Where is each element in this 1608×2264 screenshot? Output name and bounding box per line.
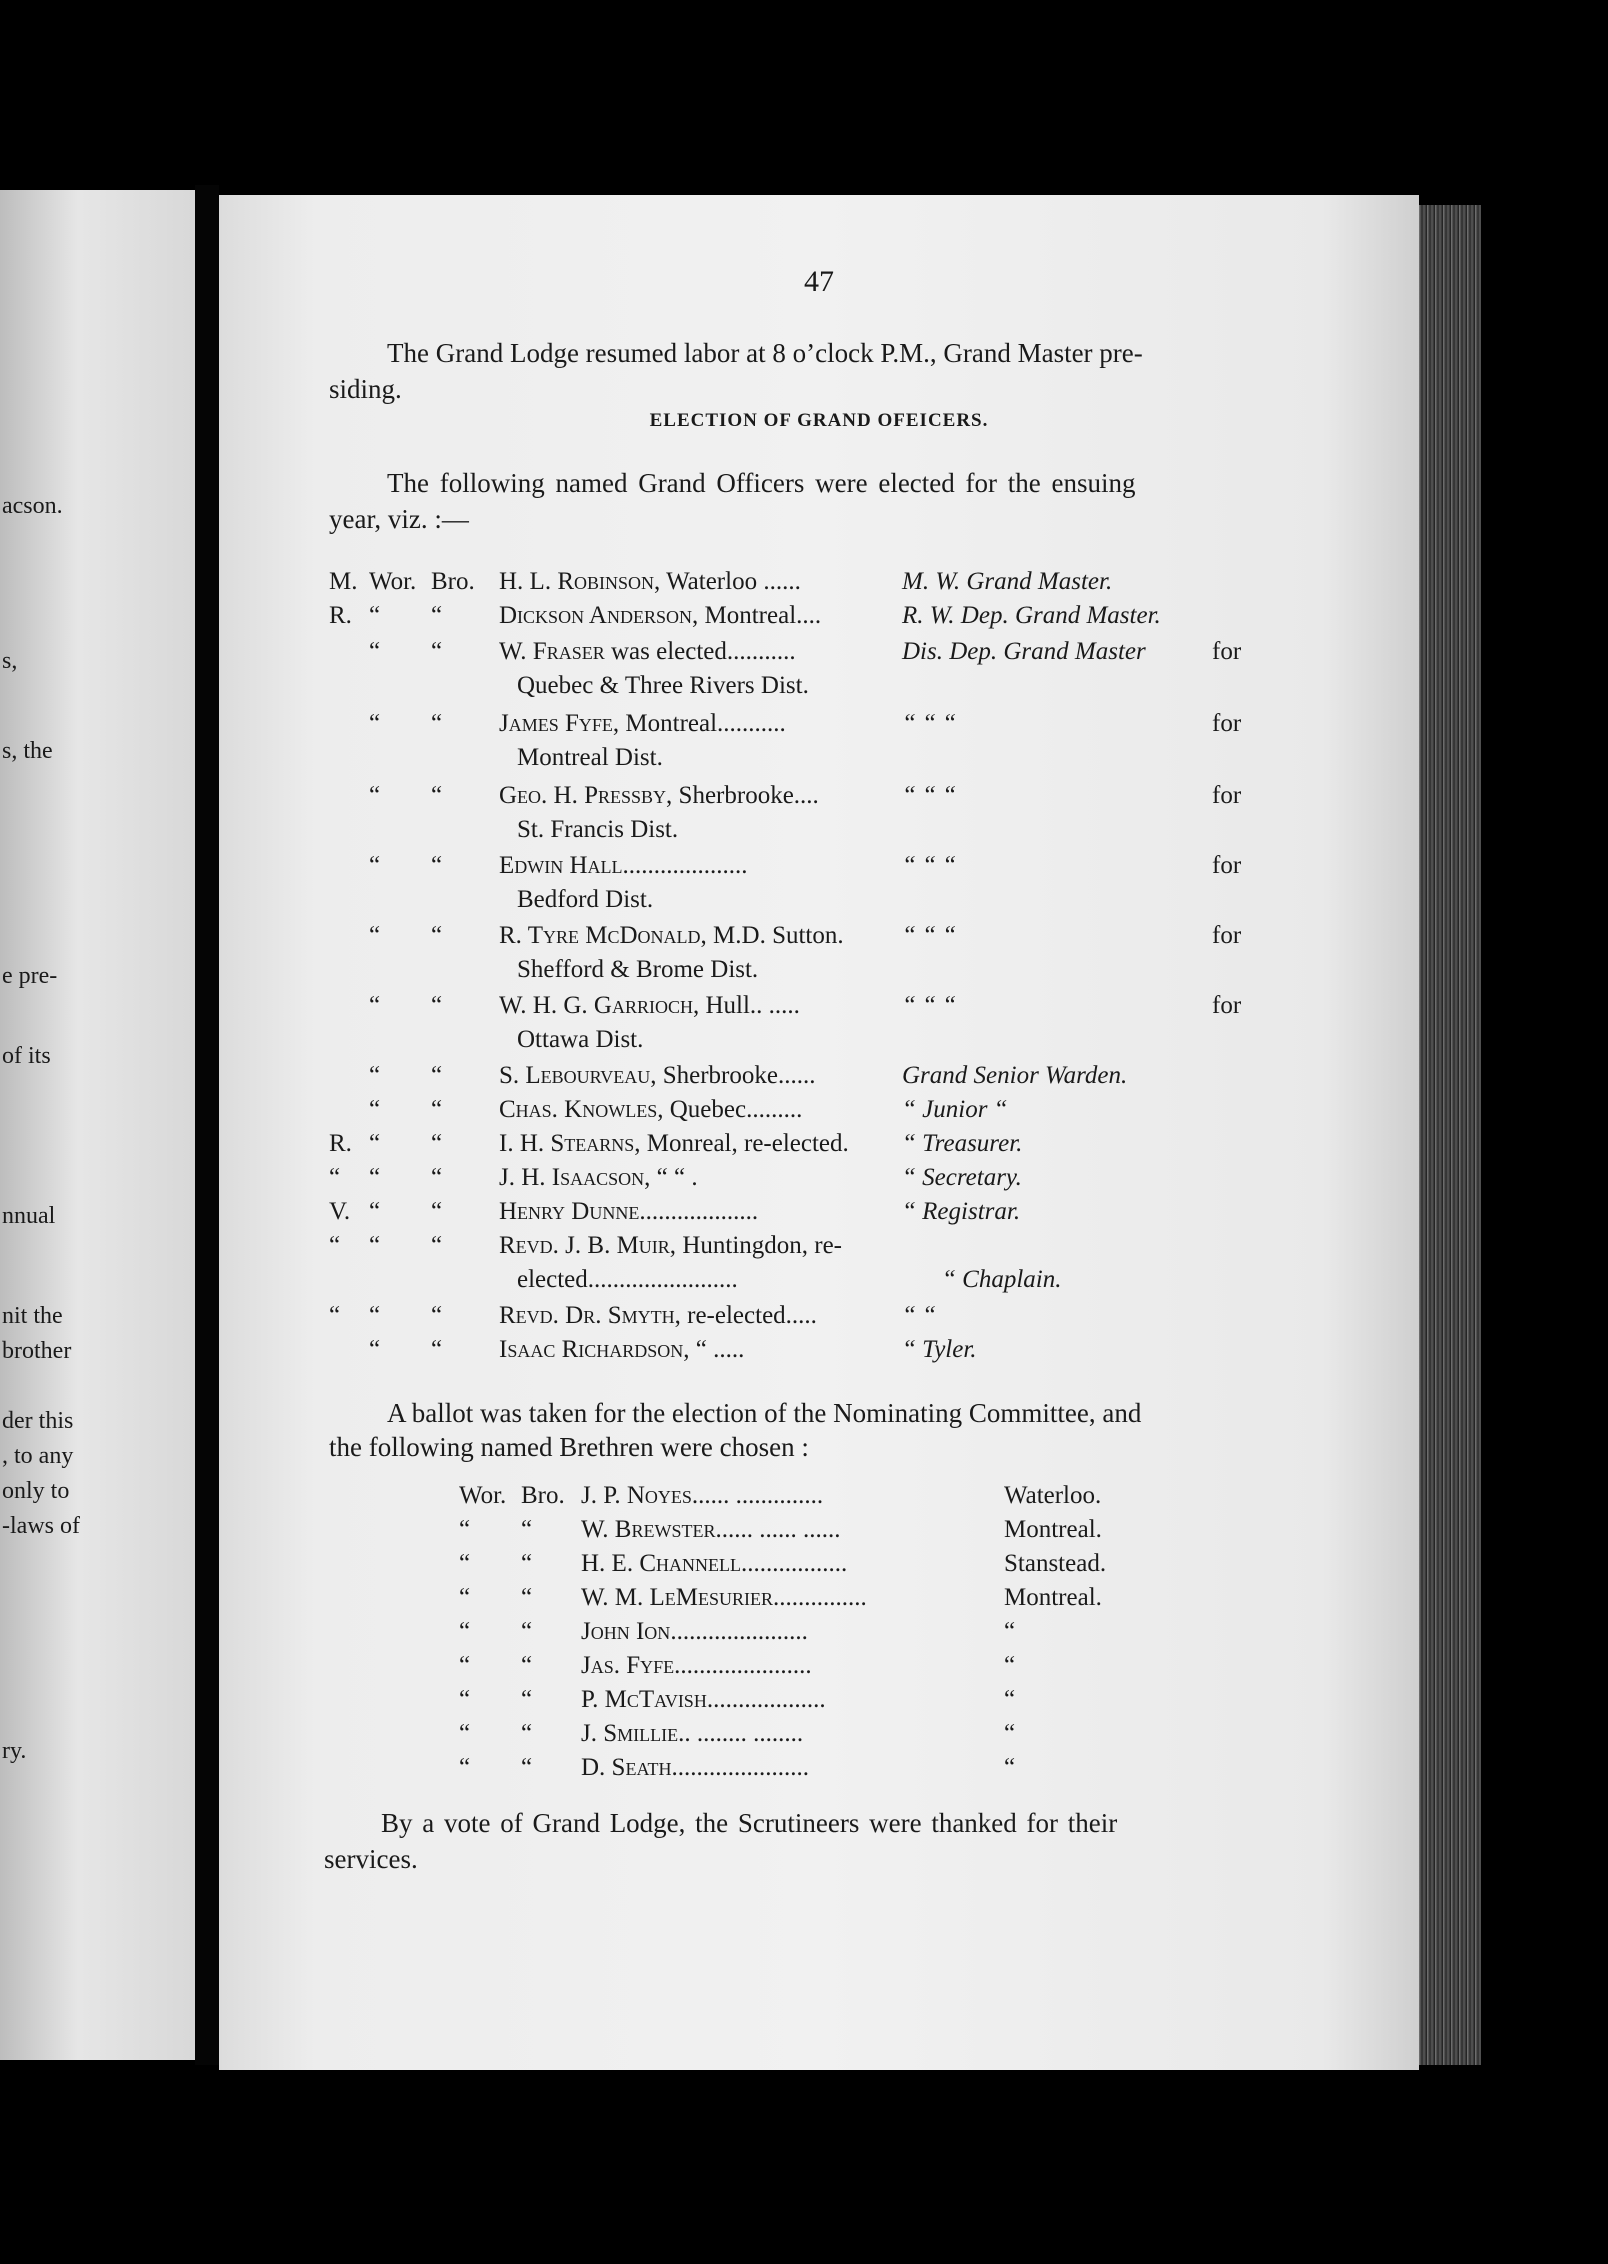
officer-office: M. W. Grand Master. xyxy=(902,568,1113,595)
committee-name: J. Smillie xyxy=(581,1720,679,1747)
officer-office: “ Tyler. xyxy=(902,1336,977,1363)
officer-title-1: “ xyxy=(369,1164,381,1191)
officer-title-2: “ xyxy=(431,1198,443,1225)
committee-title-1: “ xyxy=(459,1618,471,1645)
officer-detail: Sherbrooke...... xyxy=(656,1062,816,1089)
officer-title-1: “ xyxy=(369,992,381,1019)
officer-entry xyxy=(499,1302,817,1330)
officer-title-1: “ xyxy=(369,602,381,629)
left-page-line: s, the xyxy=(2,738,53,764)
committee-name: J. P. Noyes xyxy=(581,1482,692,1509)
officer-entry xyxy=(499,992,800,1020)
closing-line-1: By a vote of Grand Lodge, the Scrutineers were thanked for their xyxy=(381,1808,1118,1838)
committee-title-1: “ xyxy=(459,1652,471,1679)
officer-title-1: “ xyxy=(369,710,381,737)
officer-detail: “ ..... xyxy=(689,1336,745,1363)
officer-title-2: “ xyxy=(431,1130,443,1157)
officer-title-1: “ xyxy=(369,638,381,665)
left-page-line: only to xyxy=(2,1478,70,1504)
officer-name: W. Fraser xyxy=(499,638,605,665)
officer-detail: Hull.. ..... xyxy=(699,992,800,1019)
committee-place: “ xyxy=(1004,1686,1016,1713)
officer-title-1: “ xyxy=(369,1130,381,1157)
book-gutter xyxy=(195,185,219,2065)
left-page-line: acson. xyxy=(2,493,63,519)
officer-title-2: “ xyxy=(431,992,443,1019)
left-page-line: nnual xyxy=(2,1203,56,1229)
committee-name: W. Brewster xyxy=(581,1516,716,1543)
committee-dots: .. ........ ........ xyxy=(678,1720,804,1747)
page-number: 47 xyxy=(804,265,834,298)
officer-suffix: for xyxy=(1212,922,1242,949)
officer-title-1: “ xyxy=(369,1198,381,1225)
officer-entry xyxy=(499,1096,802,1124)
officer-name: J. H. Isaacson, xyxy=(499,1164,651,1191)
committee-title-2: “ xyxy=(521,1516,533,1543)
officer-office: “ “ “ xyxy=(902,992,957,1019)
officer-title-2: Bro. xyxy=(431,568,475,595)
committee-entry xyxy=(581,1550,847,1578)
officer-office: Dis. Dep. Grand Master xyxy=(902,638,1146,665)
officer-entry xyxy=(499,638,796,666)
officer-continuation: Quebec & Three Rivers Dist. xyxy=(517,672,809,699)
officer-title-1: “ xyxy=(369,1096,381,1123)
officer-title-1: “ xyxy=(369,782,381,809)
officer-continuation: elected........................ xyxy=(517,1266,738,1293)
officer-suffix: for xyxy=(1212,992,1242,1019)
committee-title-1: “ xyxy=(459,1686,471,1713)
officer-office: R. W. Dep. Grand Master. xyxy=(902,602,1161,629)
officer-detail: re-elected..... xyxy=(680,1302,817,1329)
officer-title-1: “ xyxy=(369,1336,381,1363)
officer-prefix: R. xyxy=(329,1130,352,1157)
committee-place: “ xyxy=(1004,1618,1016,1645)
committee-name: W. M. LeMesurier xyxy=(581,1584,774,1611)
left-page-line: of its xyxy=(2,1043,51,1069)
officer-office: “ Chaplain. xyxy=(942,1266,1062,1293)
officer-detail: Monreal, re-elected. xyxy=(640,1130,849,1157)
officers-intro-line-1: The following named Grand Officers were elected for the ensuing xyxy=(387,468,1136,498)
officer-prefix: R. xyxy=(329,602,352,629)
officer-detail: Sherbrooke.... xyxy=(672,782,819,809)
committee-name: P. McTavish xyxy=(581,1686,707,1713)
officer-detail: M.D. Sutton. xyxy=(706,922,844,949)
committee-title-1: “ xyxy=(459,1550,471,1577)
officer-title-1: “ xyxy=(369,922,381,949)
committee-title-2: “ xyxy=(521,1720,533,1747)
committee-place: “ xyxy=(1004,1720,1016,1747)
officer-entry xyxy=(499,1336,744,1364)
officer-entry xyxy=(499,568,801,596)
officer-name: Chas. Knowles, xyxy=(499,1096,664,1123)
officer-name: R. Tyre McDonald, xyxy=(499,922,707,949)
closing-line-2: services. xyxy=(324,1844,418,1874)
section-heading: ELECTION OF GRAND OFEICERS. xyxy=(649,410,989,431)
officer-title-2: “ xyxy=(431,1336,443,1363)
officer-name: Revd. J. B. Muir, xyxy=(499,1232,677,1259)
ballot-line-2: the following named Brethren were chosen : xyxy=(329,1432,809,1462)
committee-title-2: “ xyxy=(521,1754,533,1781)
left-page-line: , to any xyxy=(2,1443,74,1469)
committee-dots: ...................... xyxy=(674,1652,812,1679)
committee-entry xyxy=(581,1482,823,1510)
officer-title-2: “ xyxy=(431,922,443,949)
committee-entry xyxy=(581,1720,803,1748)
officer-office: “ “ “ xyxy=(902,922,957,949)
left-page-line: nit the xyxy=(2,1303,63,1329)
committee-title-2: “ xyxy=(521,1652,533,1679)
officer-title-2: “ xyxy=(431,1164,443,1191)
officer-suffix: for xyxy=(1212,638,1242,665)
officer-title-2: “ xyxy=(431,1232,443,1259)
officer-continuation: Shefford & Brome Dist. xyxy=(517,956,759,983)
committee-dots: ...... ...... ...... xyxy=(715,1516,841,1543)
officer-detail: Waterloo ...... xyxy=(660,568,801,595)
officer-name: S. Lebourveau, xyxy=(499,1062,657,1089)
officer-title-2: “ xyxy=(431,1302,443,1329)
committee-title-1: “ xyxy=(459,1720,471,1747)
officer-entry xyxy=(499,852,748,880)
officer-name: James Fyfe, xyxy=(499,710,620,737)
officer-office: “ “ “ xyxy=(902,852,957,879)
officer-title-2: “ xyxy=(431,852,443,879)
officer-title-1: Wor. xyxy=(369,568,417,595)
officer-title-2: “ xyxy=(431,782,443,809)
officer-prefix: “ xyxy=(329,1232,341,1259)
left-page-line: ry. xyxy=(2,1738,27,1764)
committee-title-2: “ xyxy=(521,1686,533,1713)
officer-name: Edwin Hall xyxy=(499,852,623,879)
officer-entry xyxy=(499,1130,849,1158)
committee-place: “ xyxy=(1004,1754,1016,1781)
officer-name: W. H. G. Garrioch, xyxy=(499,992,700,1019)
committee-title-1: Wor. xyxy=(459,1482,507,1509)
officer-detail: “ “ . xyxy=(650,1164,698,1191)
officer-suffix: for xyxy=(1212,782,1242,809)
officer-entry xyxy=(499,1232,842,1260)
committee-entry xyxy=(581,1516,840,1544)
committee-entry xyxy=(581,1584,867,1612)
committee-name: D. Seath xyxy=(581,1754,672,1781)
page-edge-stack xyxy=(1419,205,1481,2065)
committee-title-1: “ xyxy=(459,1584,471,1611)
committee-place: Waterloo. xyxy=(1004,1482,1102,1509)
officer-prefix: M. xyxy=(329,568,358,595)
document-page xyxy=(219,195,1419,2070)
committee-title-2: “ xyxy=(521,1584,533,1611)
officer-office: “ Junior “ xyxy=(902,1096,1008,1123)
officer-office: “ “ “ xyxy=(902,782,957,809)
left-facing-page xyxy=(0,190,195,2060)
officer-office: “ Treasurer. xyxy=(902,1130,1023,1157)
officer-office: “ “ “ xyxy=(902,710,957,737)
officer-name: Geo. H. Pressby, xyxy=(499,782,673,809)
officer-office: “ Secretary. xyxy=(902,1164,1022,1191)
officer-entry xyxy=(499,1062,815,1090)
officer-suffix: for xyxy=(1212,710,1242,737)
officer-continuation: Ottawa Dist. xyxy=(517,1026,644,1053)
officer-name: Dickson Anderson, xyxy=(499,602,699,629)
officer-detail: Huntingdon, re- xyxy=(676,1232,843,1259)
intro-line-1: The Grand Lodge resumed labor at 8 o’clock P.M., Grand Master pre- xyxy=(387,338,1143,368)
officer-name: H. L. Robinson, xyxy=(499,568,661,595)
ballot-line-1: A ballot was taken for the election of the Nominating Committee, and xyxy=(387,1398,1142,1428)
officer-office: Grand Senior Warden. xyxy=(902,1062,1128,1089)
officer-entry xyxy=(499,1198,758,1226)
left-page-line: der this xyxy=(2,1408,74,1434)
committee-place: Montreal. xyxy=(1004,1516,1102,1543)
officer-title-2: “ xyxy=(431,638,443,665)
officer-detail: Quebec......... xyxy=(663,1096,803,1123)
committee-place: Montreal. xyxy=(1004,1584,1102,1611)
officer-title-1: “ xyxy=(369,852,381,879)
officer-suffix: for xyxy=(1212,852,1242,879)
officer-title-1: “ xyxy=(369,1062,381,1089)
officer-entry xyxy=(499,782,819,810)
left-page-line: s, xyxy=(2,648,18,674)
officer-name: Revd. Dr. Smyth, xyxy=(499,1302,681,1329)
officer-office: “ “ xyxy=(902,1302,937,1329)
officer-prefix: “ xyxy=(329,1164,341,1191)
officer-entry xyxy=(499,1164,698,1192)
committee-dots: ...................... xyxy=(670,1618,808,1645)
left-page-line: -laws of xyxy=(2,1513,80,1539)
officer-title-2: “ xyxy=(431,602,443,629)
officer-title-2: “ xyxy=(431,1096,443,1123)
committee-dots: ...... .............. xyxy=(691,1482,824,1509)
officer-continuation: Montreal Dist. xyxy=(517,744,663,771)
committee-name: John Ion xyxy=(581,1618,671,1645)
officer-entry xyxy=(499,922,844,950)
officer-detail: was elected........... xyxy=(604,638,796,665)
committee-name: H. E. Channell xyxy=(581,1550,741,1577)
officer-title-2: “ xyxy=(431,710,443,737)
officer-name: Henry Dunne xyxy=(499,1198,640,1225)
committee-entry xyxy=(581,1618,808,1646)
committee-entry xyxy=(581,1652,812,1680)
committee-dots: ...................... xyxy=(671,1754,809,1781)
intro-line-2: siding. xyxy=(329,374,402,404)
committee-entry xyxy=(581,1686,826,1714)
committee-dots: ................... xyxy=(706,1686,826,1713)
officer-title-2: “ xyxy=(431,1062,443,1089)
officer-title-1: “ xyxy=(369,1302,381,1329)
officer-detail: .................... xyxy=(622,852,748,879)
officers-intro-line-2: year, viz. :— xyxy=(329,504,469,534)
officer-title-1: “ xyxy=(369,1232,381,1259)
officer-office: “ Registrar. xyxy=(902,1198,1021,1225)
officer-detail: Montreal........... xyxy=(619,710,786,737)
committee-entry xyxy=(581,1754,809,1782)
committee-place: “ xyxy=(1004,1652,1016,1679)
officer-name: Isaac Richardson, xyxy=(499,1336,690,1363)
committee-dots: ................. xyxy=(740,1550,848,1577)
committee-place: Stanstead. xyxy=(1004,1550,1107,1577)
committee-name: Jas. Fyfe xyxy=(581,1652,675,1679)
committee-title-2: Bro. xyxy=(521,1482,565,1509)
officer-continuation: Bedford Dist. xyxy=(517,886,654,913)
officer-continuation: St. Francis Dist. xyxy=(517,816,679,843)
committee-title-1: “ xyxy=(459,1754,471,1781)
officer-detail: ................... xyxy=(639,1198,759,1225)
officer-detail: Montreal.... xyxy=(698,602,822,629)
committee-dots: ............... xyxy=(773,1584,867,1611)
left-page-line: e pre- xyxy=(2,963,58,989)
committee-title-1: “ xyxy=(459,1516,471,1543)
officer-entry xyxy=(499,710,786,738)
officer-prefix: V. xyxy=(329,1198,351,1225)
officer-name: I. H. Stearns, xyxy=(499,1130,641,1157)
left-page-line: brother xyxy=(2,1338,72,1364)
officer-entry xyxy=(499,602,821,630)
officer-prefix: “ xyxy=(329,1302,341,1329)
committee-title-2: “ xyxy=(521,1550,533,1577)
committee-title-2: “ xyxy=(521,1618,533,1645)
